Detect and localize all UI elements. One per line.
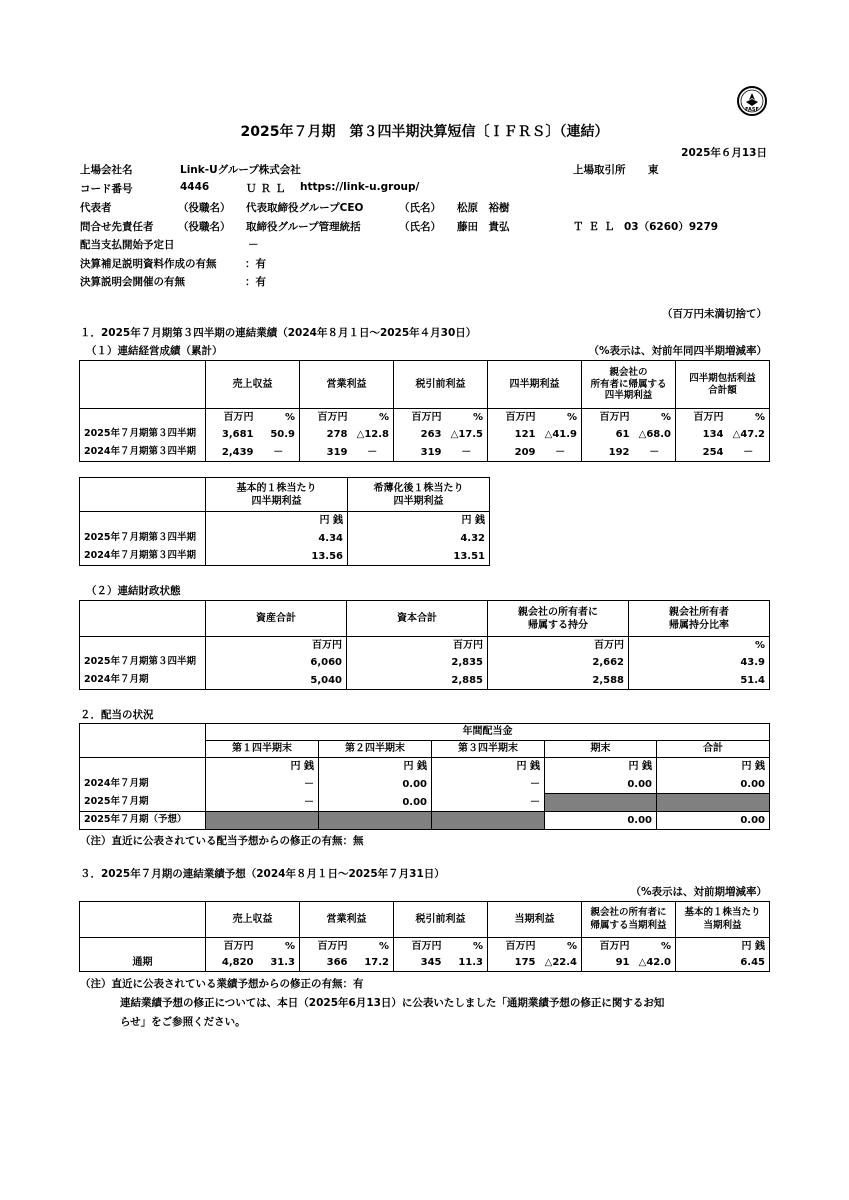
unit-cell: 百万円 <box>411 940 442 952</box>
exchange-value: 東 <box>648 164 659 176</box>
cell: 254 <box>702 446 724 458</box>
unit-cell: 円 銭 <box>461 515 485 526</box>
header-annual-dividend: 年間配当金 <box>206 724 770 741</box>
forecast-table <box>79 901 770 972</box>
row-label: 2025年７月期第３四半期 <box>80 530 206 548</box>
cell: 192 <box>608 446 630 458</box>
table-row <box>80 548 490 566</box>
row-label: 2024年７月期 <box>80 672 206 690</box>
cell: △22.4 <box>540 955 582 972</box>
table-row <box>80 426 770 444</box>
rep-name: 松原 裕樹 <box>457 202 510 214</box>
cell: － <box>206 794 319 812</box>
cell: － <box>743 446 754 458</box>
url-value[interactable]: https://link-u.group/ <box>300 181 420 193</box>
section3-note3: らせ」をご参照ください。 <box>120 1016 246 1028</box>
header-q1: 第１四半期末 <box>206 741 319 758</box>
table-row <box>80 654 770 672</box>
cell: 2,885 <box>347 672 488 690</box>
header-pretax-profit: 税引前利益 <box>394 902 488 938</box>
cell: 6.45 <box>740 957 766 968</box>
table-row <box>80 672 770 690</box>
section2-note: （注）直近に公表されている配当予想からの修正の有無：無 <box>80 835 364 847</box>
code-label: コード番号 <box>80 183 133 195</box>
dividend-table <box>79 723 770 830</box>
section1-sub1-title: （１）連結経営成績（累計） <box>86 345 223 357</box>
unit-cell: 円 銭 <box>741 761 766 772</box>
section2-title: ２．配当の状況 <box>80 709 154 721</box>
row-label: 2025年７月期 <box>80 794 206 812</box>
header-total: 合計 <box>703 743 723 755</box>
contact-name-label: （氏名） <box>399 221 441 233</box>
cell: 209 <box>514 446 536 458</box>
cell: 345 <box>420 957 442 968</box>
section3-title: ３．2025年７月期の連結業績予想（2024年８月１日～2025年７月31日） <box>80 868 445 880</box>
row-label: 通期 <box>80 955 206 972</box>
section1-sub1-note: （%表示は、対前年同四半期増減率） <box>588 345 767 357</box>
contact-name: 藤田 貴弘 <box>457 221 510 233</box>
cell: 2,588 <box>488 672 629 690</box>
cell: 319 <box>326 446 348 458</box>
cell: 263 <box>420 428 442 440</box>
unit-cell: 百万円 <box>505 411 536 423</box>
dividend-date-label: 配当支払開始予定日 <box>80 239 175 251</box>
header-comprehensive: 四半期包括利益 合計額 <box>689 372 756 396</box>
cell: 278 <box>326 428 348 440</box>
section1-title: １．2025年７月期第３四半期の連結業績（2024年８月１日～2025年４月30日） <box>80 327 477 339</box>
unit-cell: 百万円 <box>411 411 442 423</box>
unit-cell: 百万円 <box>599 940 630 952</box>
cell: 50.9 <box>258 426 300 444</box>
header-equity-ratio: 親会社所有者 帰属持分比率 <box>669 606 729 631</box>
url-label: ＵＲＬ <box>246 183 290 195</box>
contact-title-label: （役職名） <box>178 221 231 233</box>
header-net-profit: 当期利益 <box>488 902 582 938</box>
header-total-equity: 資本合計 <box>347 601 488 637</box>
dividend-date-value: － <box>248 239 259 251</box>
cell: 0.00 <box>545 812 657 830</box>
cell: 6,060 <box>206 654 347 672</box>
row-label: 2025年７月期第３四半期 <box>80 654 206 672</box>
cell: △68.0 <box>634 426 676 444</box>
unit-cell: 百万円 <box>347 637 488 654</box>
table-row <box>80 444 770 462</box>
unit-cell: % <box>258 938 300 955</box>
cell: 319 <box>420 446 442 458</box>
rounding-note: （百万円未満切捨て） <box>662 308 767 320</box>
header-q2: 第２四半期末 <box>319 741 432 758</box>
unit-cell: 百万円 <box>693 411 724 423</box>
corner-cell <box>80 361 206 409</box>
section3-note-pct: （%表示は、対前期増減率） <box>630 886 767 898</box>
section1-sub2-title: （２）連結財政状態 <box>86 585 181 597</box>
section3-note1: （注）直近に公表されている業績予想からの修正の有無：有 <box>80 978 364 990</box>
supp-label: 決算補足説明資料作成の有無 <box>80 258 217 270</box>
shaded-cell <box>432 812 545 830</box>
cell: 4.32 <box>460 532 485 544</box>
cell: 3,681 <box>221 428 254 440</box>
header-operating-profit: 営業利益 <box>300 902 394 938</box>
company-label: 上場会社名 <box>80 164 133 176</box>
cell: △42.0 <box>634 955 676 972</box>
unit-cell: 円 銭 <box>319 758 432 776</box>
unit-cell: % <box>446 938 488 955</box>
cell: 0.00 <box>319 776 432 794</box>
cell: 0.00 <box>740 778 766 790</box>
cell: △41.9 <box>540 426 582 444</box>
header-parent-profit: 親会社の所有者に 帰属する当期利益 <box>582 902 676 938</box>
section3-note2: 連結業績予想の修正については、本日（2025年6月13日）に公表いたしました「通期業績予想の修正に関するお知 <box>120 997 665 1009</box>
header-year-end: 期末 <box>545 741 657 758</box>
cell: 2,662 <box>488 654 629 672</box>
exchange-label: 上場取引所 <box>573 164 626 176</box>
shaded-cell <box>545 794 657 812</box>
row-label: 2024年７月期第３四半期 <box>80 548 206 566</box>
unit-cell: % <box>634 409 676 426</box>
unit-cell: % <box>446 409 488 426</box>
cell: － <box>540 444 582 462</box>
code-value: 4446 <box>180 181 210 193</box>
row-label: 2024年７月期 <box>80 776 206 794</box>
cell: 175 <box>514 957 536 968</box>
unit-cell: 百万円 <box>317 940 348 952</box>
cell: 61 <box>615 428 630 440</box>
header-parent-equity: 親会社の所有者に 帰属する持分 <box>488 601 629 637</box>
report-date: 2025年６月13日 <box>681 147 767 159</box>
unit-cell: % <box>352 409 394 426</box>
financial-position-table <box>79 600 770 690</box>
unit-cell: 百万円 <box>223 411 254 423</box>
cell: 11.3 <box>446 955 488 972</box>
cell: 51.4 <box>740 674 765 686</box>
cell: △12.8 <box>352 426 394 444</box>
cell: 121 <box>514 428 536 440</box>
cell: 4.34 <box>206 530 348 548</box>
unit-cell: % <box>540 409 582 426</box>
header-pretax-profit: 税引前利益 <box>394 361 488 409</box>
cell: 17.2 <box>352 955 394 972</box>
header-revenue: 売上収益 <box>206 902 300 938</box>
cell: 91 <box>615 957 630 968</box>
contact-label: 問合せ先責任者 <box>80 221 154 233</box>
row-label: 2025年７月期第３四半期 <box>80 426 206 444</box>
cell: － <box>446 444 488 462</box>
cell: 366 <box>326 957 348 968</box>
unit-cell: 百万円 <box>488 637 629 654</box>
unit-cell: % <box>634 938 676 955</box>
row-label: 2025年７月期（予想） <box>80 812 206 830</box>
cell: △17.5 <box>446 426 488 444</box>
table-row <box>80 812 770 830</box>
briefing-value: ：有 <box>245 276 266 288</box>
logo-text: FASF <box>745 107 759 113</box>
cell: 2,439 <box>221 446 254 458</box>
unit-cell: % <box>352 938 394 955</box>
unit-cell: 百万円 <box>505 940 536 952</box>
unit-cell: % <box>755 411 766 423</box>
shaded-cell <box>206 812 319 830</box>
cell: △47.2 <box>732 428 766 440</box>
cell: － <box>634 444 676 462</box>
cell: 0.00 <box>545 776 657 794</box>
header-revenue: 売上収益 <box>206 361 300 409</box>
cell: － <box>206 776 319 794</box>
shaded-cell <box>657 794 770 812</box>
tel-value: 03（6260）9279 <box>624 221 719 233</box>
header-parent-profit: 親会社の 所有者に帰属する 四半期利益 <box>582 361 676 409</box>
table-row <box>80 955 770 972</box>
table-row <box>80 758 770 776</box>
header-quarterly-profit: 四半期利益 <box>488 361 582 409</box>
row-label: 2024年７月期第３四半期 <box>80 444 206 462</box>
cell: 0.00 <box>740 814 766 826</box>
eps-table <box>79 477 490 566</box>
briefing-label: 決算説明会開催の有無 <box>80 276 185 288</box>
unit-cell: 円 銭 <box>432 758 545 776</box>
shaded-cell <box>319 812 432 830</box>
header-q3: 第３四半期末 <box>432 741 545 758</box>
unit-cell: 円 銭 <box>545 758 657 776</box>
page-title: 2025年７月期 第３四半期決算短信〔ＩＦＲＳ〕（連結） <box>240 124 609 140</box>
unit-cell: 円 銭 <box>206 758 319 776</box>
header-diluted-eps: 希薄化後１株当たり 四半期利益 <box>373 482 464 507</box>
cell: 5,040 <box>206 672 347 690</box>
results-table <box>79 360 770 462</box>
rep-label: 代表者 <box>80 202 112 214</box>
cell: 13.56 <box>206 548 348 566</box>
fasf-logo <box>737 86 767 116</box>
unit-cell: 円 銭 <box>741 940 766 952</box>
rep-name-label: （氏名） <box>399 202 441 214</box>
cell: － <box>258 444 300 462</box>
header-basic-eps: 基本的１株当たり 四半期利益 <box>206 478 348 512</box>
cell: 31.3 <box>258 955 300 972</box>
cell: 4,820 <box>221 957 254 968</box>
contact-title: 取締役グループ管理統括 <box>246 221 361 233</box>
unit-cell: 百万円 <box>317 411 348 423</box>
cell: － <box>432 776 545 794</box>
unit-cell: % <box>754 639 765 651</box>
tel-label: ＴＥＬ <box>573 221 620 233</box>
cell: 0.00 <box>319 794 432 812</box>
unit-cell: 円 銭 <box>206 512 348 530</box>
company-name: Link-Uグループ株式会社 <box>180 164 301 176</box>
table-row <box>80 776 770 794</box>
unit-cell: % <box>258 409 300 426</box>
header-operating-profit: 営業利益 <box>300 361 394 409</box>
rep-title-label: （役職名） <box>178 202 231 214</box>
unit-cell: 百万円 <box>206 637 347 654</box>
supp-value: ：有 <box>245 258 266 270</box>
unit-cell: 百万円 <box>599 411 630 423</box>
cell: 2,835 <box>347 654 488 672</box>
table-row <box>80 530 490 548</box>
cell: － <box>352 444 394 462</box>
cell: 13.51 <box>453 550 485 562</box>
header-total-assets: 資産合計 <box>206 601 347 637</box>
table-row <box>80 794 770 812</box>
unit-cell: 百万円 <box>223 940 254 952</box>
header-eps: 基本的１株当たり 当期利益 <box>684 907 761 931</box>
cell: － <box>432 794 545 812</box>
rep-title: 代表取締役グループCEO <box>246 202 364 214</box>
unit-cell: % <box>540 938 582 955</box>
cell: 43.9 <box>740 656 765 668</box>
cell: 134 <box>702 428 724 440</box>
